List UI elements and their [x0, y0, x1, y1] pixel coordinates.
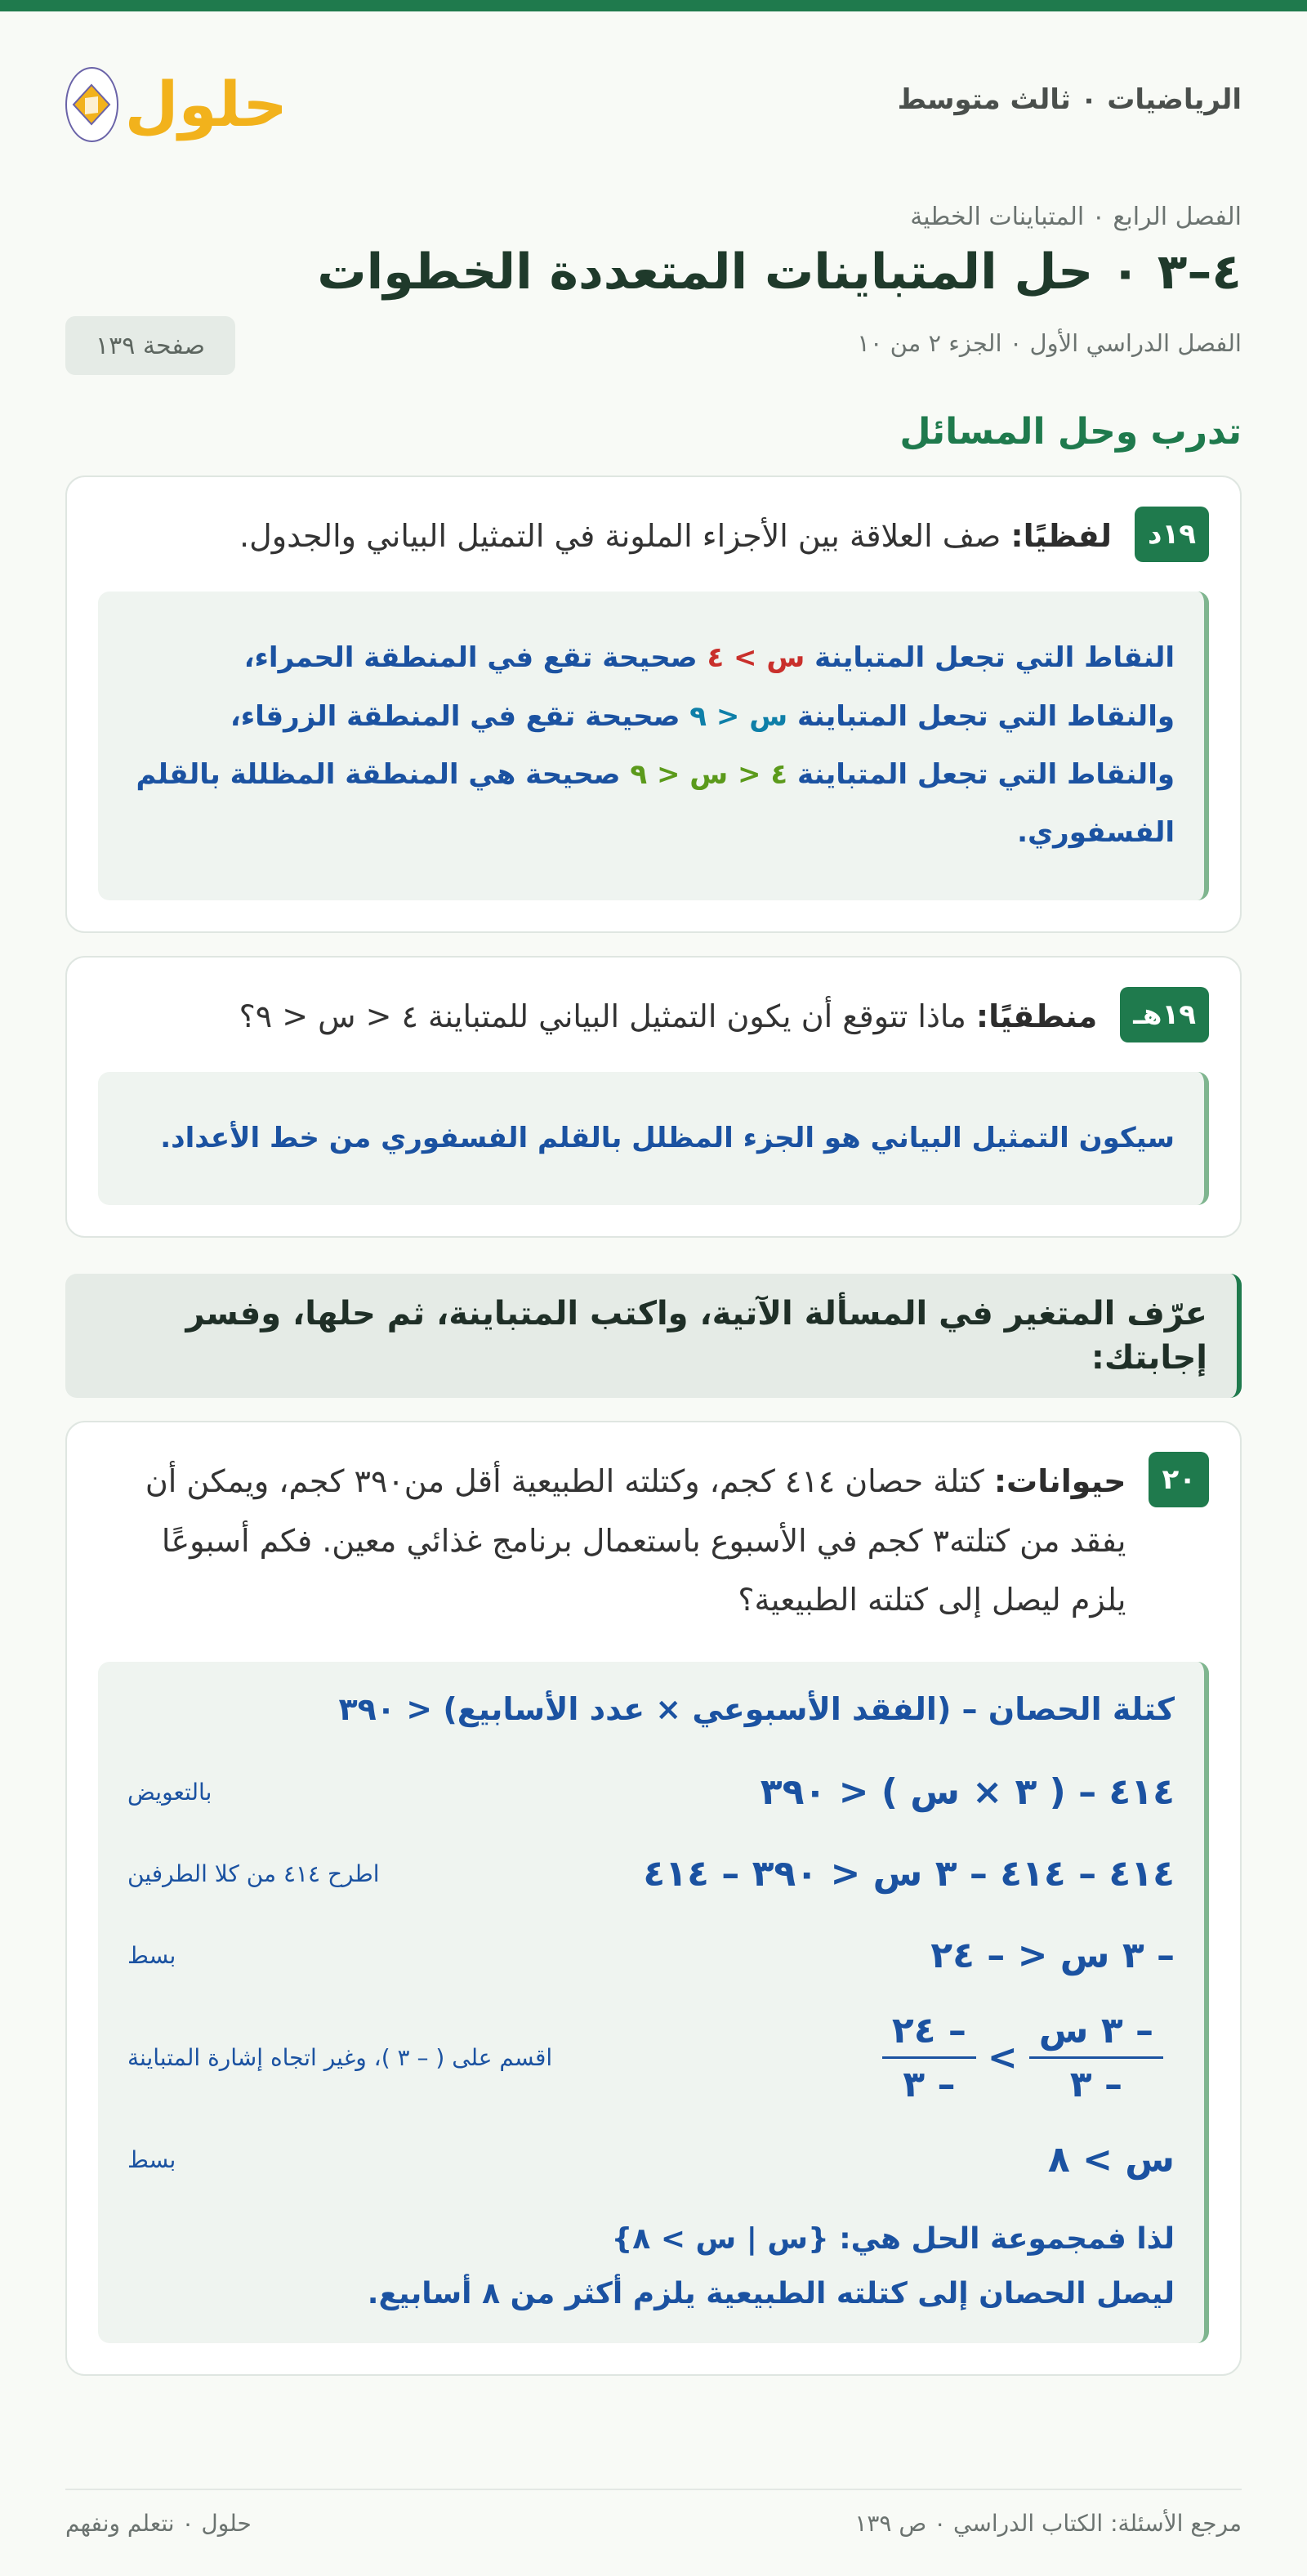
question-body: ماذا تتوقع أن يكون التمثيل البياني للمتباينة ٤ < س < ٩؟ [239, 998, 966, 1034]
meta-row [65, 313, 1242, 377]
question-label: حيوانات: [993, 1463, 1126, 1500]
step-note: اقسم على ( – ٣ )، وغير اتجاه إشارة المتباينة [127, 2044, 553, 2072]
question-label: منطقيًا: [975, 998, 1098, 1034]
solution-set: لذا فمجموعة الحل هي: {س | س > ٨} [611, 2221, 1175, 2256]
solution-setup: كتلة الحصان – (الفقد الأسبوعي × عدد الأسابيع) < ٣٩٠ [338, 1690, 1175, 1727]
fraction-numerator: – ٣ س [1029, 2010, 1163, 2059]
answer-text: والنقاط التي تجعل المتباينة [796, 699, 1175, 733]
answer-text: صحيحة هي المنطقة المظللة بالقلم الفسفوري. [136, 757, 1175, 850]
solution-interpretation: ليصل الحصان إلى كتلته الطبيعية يلزم أكثر من ٨ أسابيع. [367, 2276, 1175, 2310]
step-equation: – ٣ س < – ٢٤ [930, 1935, 1175, 1977]
step-equation: س > ٨ [1047, 2139, 1175, 2181]
page-content [65, 11, 1242, 2376]
step-note: بسط [127, 1942, 176, 1970]
answer-expression-red: س > ٤ [707, 641, 805, 675]
solution-step [127, 2119, 1175, 2201]
step-equation: ٤١٤ – ٤١٤ – ٣ س < ٣٩٠ – ٤١٤ [643, 1853, 1175, 1895]
instruction-banner: عرّف المتغير في المسألة الآتية، واكتب المتباينة، ثم حلها، وفسر إجابتك: [65, 1274, 1242, 1398]
logo-text: حلول [124, 68, 288, 141]
fraction-denominator: – ٣ [1069, 2064, 1122, 2106]
inequality-sign: > [987, 2037, 1018, 2079]
step-equation: ٤١٤ – ( ٣ × س ) < ٣٩٠ [760, 1771, 1175, 1814]
question-body: صف العلاقة بين الأجزاء الملونة في التمثيل البياني والجدول. [239, 518, 1001, 554]
question-number-badge: ٢٠ [1149, 1452, 1209, 1507]
fraction-left [1029, 2010, 1163, 2105]
step-note: اطرح ٤١٤ من كلا الطرفين [127, 1860, 380, 1888]
answer-text: والنقاط التي تجعل المتباينة [796, 757, 1175, 791]
page-header [65, 11, 1242, 198]
footer-reference: مرجع الأسئلة: الكتاب الدراسي ٠ ص ١٣٩ [854, 2510, 1242, 2537]
question-row [98, 507, 1209, 565]
page-title: ٤–٣ ٠ حل المتباينات المتعددة الخطوات [317, 243, 1242, 301]
page-footer [65, 2489, 1242, 2537]
solution-step [127, 1833, 1175, 1915]
site-logo[interactable] [65, 62, 288, 147]
step-note: بالتعويض [127, 1779, 212, 1806]
answer-box: سيكون التمثيل البياني هو الجزء المظلل بالقلم الفسفوري من خط الأعداد. [98, 1072, 1209, 1205]
question-card-20 [65, 1421, 1242, 2376]
solution-step [127, 1752, 1175, 1833]
footer-brand: حلول ٠ نتعلم ونفهم [65, 2510, 252, 2537]
answer-expression-blue: س < ٩ [689, 699, 788, 733]
semester-label: الفصل الدراسي الأول ٠ الجزء ٢ من ١٠ [857, 329, 1242, 357]
chapter-label: الفصل الرابع ٠ المتباينات الخطية [910, 203, 1242, 231]
question-text [98, 1452, 1126, 1629]
question-number-badge: ١٩د [1135, 507, 1209, 562]
solution-step [127, 1915, 1175, 1997]
question-number-badge: ١٩هـ [1120, 987, 1209, 1042]
answer-expression-green: ٤ < س < ٩ [630, 757, 788, 791]
fraction-numerator: – ٢٤ [882, 2010, 976, 2059]
answer-box [98, 592, 1209, 900]
subject-label: الرياضيات ٠ ثالث متوسط [897, 83, 1242, 116]
top-accent-bar [0, 0, 1307, 11]
question-text [239, 507, 1112, 565]
question-row [98, 987, 1209, 1046]
solution-steps [98, 1662, 1209, 2343]
answer-text: صحيحة تقع في المنطقة الزرقاء، [230, 699, 680, 733]
question-body: كتلة حصان ٤١٤ كجم، وكتلته الطبيعية أقل من٣٩٠ كجم، ويمكن أن يفقد من كتلته٣ كجم في الأسبوع باستعمال برنامج غذائي معين. فكم أسبوعًا يلزم ليصل إلى كتلته الطبيعية؟ [145, 1463, 1126, 1618]
question-card-19h [65, 956, 1242, 1239]
fraction-inequality [871, 2010, 1175, 2105]
answer-text: النقاط التي تجعل المتباينة [814, 641, 1175, 675]
question-text [239, 987, 1098, 1046]
question-row [98, 1452, 1209, 1629]
step-note: بسط [127, 2146, 176, 2174]
answer-text: صحيحة تقع في المنطقة الحمراء، [243, 641, 698, 675]
fraction-denominator: – ٣ [903, 2064, 956, 2106]
question-label: لفظيًا: [1010, 518, 1113, 554]
logo-emblem-icon [65, 67, 118, 142]
question-card-19d [65, 475, 1242, 933]
fraction-right [882, 2010, 976, 2105]
page-number-badge: صفحة ١٣٩ [65, 316, 235, 375]
solution-step-division [127, 1997, 1175, 2119]
section-title: تدرب وحل المسائل [899, 411, 1242, 453]
